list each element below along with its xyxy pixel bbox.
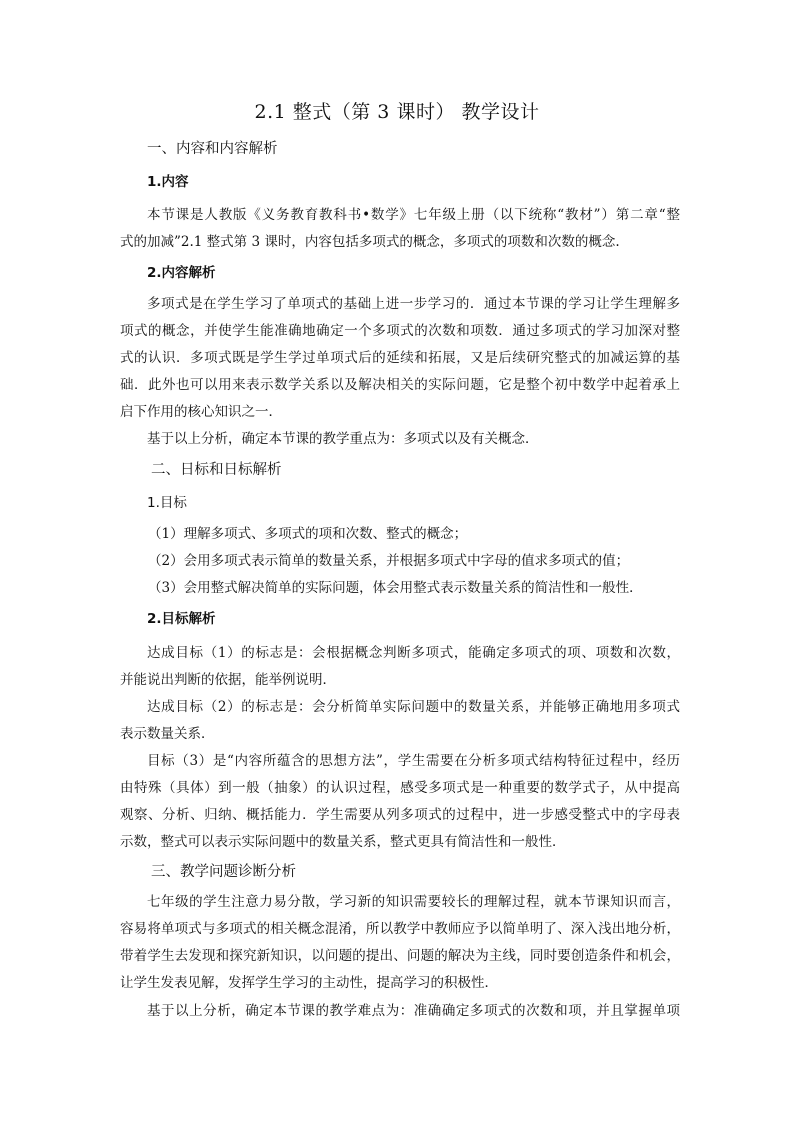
document-title: 2.1 整式（第 3 课时） 教学设计 bbox=[254, 101, 540, 123]
section-heading-2: 二、日标和日标解析 bbox=[151, 462, 282, 478]
paragraph-line: 由特殊（具体）到一般（抽象）的认识过程，感受多项式是一种重要的数学式子，从中提高 bbox=[120, 780, 680, 796]
goal-item: （3）会用整式解决简单的实际问题，体会用整式表示数量关系的简洁性和一般性． bbox=[148, 580, 643, 596]
subheading-content-analysis: 2.内容解析 bbox=[147, 265, 216, 281]
paragraph-line: 观察、分析、归纳、概括能力．学生需要从列多项式的过程中，进一步感受整式中的字母表 bbox=[120, 807, 680, 823]
paragraph-line: 示数，整式可以表示实际问题中的数量关系，整式更具有简洁性和一般性． bbox=[120, 834, 566, 850]
goal-item: （2）会用多项式表示简单的数量关系，并根据多项式中字母的值求多项式的值； bbox=[148, 553, 630, 569]
paragraph-line: 带着学生去发现和探究新知识，以问题的提出、问题的解决为主线，同时要创造条件和机会， bbox=[120, 948, 680, 964]
paragraph-line: 表示数量关系． bbox=[120, 726, 215, 742]
subheading-goals: 1.目标 bbox=[147, 495, 187, 511]
paragraph-line: 本节课是人教版《义务教育教科书•数学》七年级上册（以下统称“教材”）第二章“整 bbox=[147, 207, 680, 223]
goal-item: （1）理解多项式、多项式的项和次数、整式的概念； bbox=[148, 526, 468, 542]
paragraph-line: 多项式是在学生学习了单项式的基础上进一步学习的．通过本节课的学习让学生理解多 bbox=[147, 296, 680, 312]
paragraph-line: 达成目标（1）的标志是：会根据概念判断多项式，能确定多项式的项、项数和次数， bbox=[147, 645, 680, 661]
paragraph-line: 启下作用的核心知识之一． bbox=[120, 404, 282, 420]
paragraph-line: 基于以上分析，确定本节课的教学难点为：准确确定多项式的次数和项，并且掌握单项 bbox=[147, 1003, 680, 1019]
subheading-content: 1.内容 bbox=[147, 174, 189, 190]
paragraph-line: 式的认识．多项式既是学生学过单项式后的延续和拓展，又是后续研究整式的加减运算的基 bbox=[120, 350, 680, 366]
subheading-goals-analysis: 2.目标解析 bbox=[147, 611, 216, 627]
paragraph-line: 基于以上分析，确定本节课的教学重点为：多项式以及有关概念． bbox=[147, 431, 539, 447]
section-heading-1: 一、内容和内容解析 bbox=[147, 141, 278, 157]
paragraph-line: 并能说出判断的依据，能举例说明． bbox=[120, 672, 336, 688]
paragraph-line: 七年级的学生注意力易分散，学习新的知识需要较长的理解过程，就本节课知识而言， bbox=[147, 894, 680, 910]
paragraph-line: 容易将单项式与多项式的相关概念混淆，所以教学中教师应予以简单明了、深入浅出地分析， bbox=[120, 921, 680, 937]
paragraph-line: 项式的概念，并使学生能准确地确定一个多项式的次数和项数．通过多项式的学习加深对整 bbox=[120, 323, 680, 339]
paragraph-line: 让学生发表见解，发挥学生学习的主动性，提高学习的积极性． bbox=[120, 975, 498, 991]
paragraph-line: 达成目标（2）的标志是：会分析简单实际问题中的数量关系，并能够正确地用多项式 bbox=[147, 699, 680, 715]
paragraph-line: 目标（3）是“内容所蕴含的思想方法”，学生需要在分析多项式结构特征过程中，经历 bbox=[147, 753, 680, 769]
paragraph-line: 式的加减”2.1 整式第 3 课时，内容包括多项式的概念，多项式的项数和次数的概念. bbox=[120, 234, 620, 250]
paragraph-line: 础．此外也可以用来表示数学关系以及解决相关的实际问题，它是整个初中数学中起着承上 bbox=[120, 377, 680, 393]
section-heading-3: 三、教学问题诊断分析 bbox=[151, 864, 296, 880]
